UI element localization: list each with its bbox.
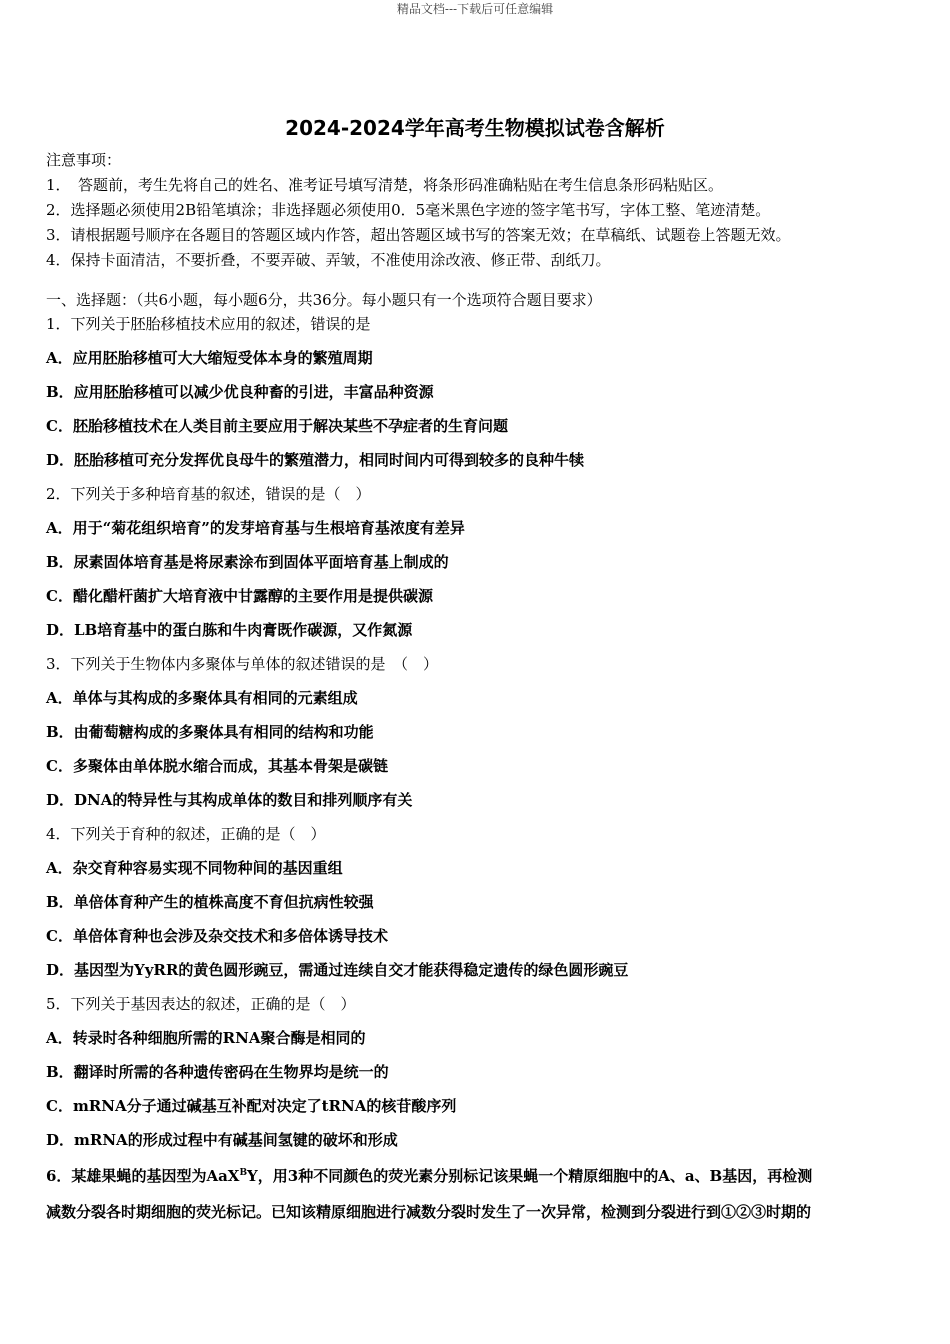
question-list (46, 314, 906, 1230)
question-option: A．杂交育种容易实现不同物种间的基因重组 (46, 859, 343, 877)
question-option: C．多聚体由单体脱水缩合而成，其基本骨架是碳链 (46, 757, 388, 775)
question-option: D．基因型为YyRR的黄色圆形豌豆，需通过连续自交才能获得稳定遗传的绿色圆形豌豆 (46, 961, 629, 979)
question-6 (46, 1158, 906, 1230)
question-option: D．胚胎移植可充分发挥优良母牛的繁殖潜力，相同时间内可得到较多的良种牛犊 (46, 451, 585, 469)
question-option: D．mRNA的形成过程中有碱基间氢键的破坏和形成 (46, 1131, 398, 1149)
question-option: D．DNA的特异性与其构成单体的数目和排列顺序有关 (46, 791, 413, 809)
question-6-line-2: 减数分裂各时期细胞的荧光标记。已知该精原细胞进行减数分裂时发生了一次异常，检测到分裂进行到①②③时期的 (46, 1203, 812, 1221)
question-option: B．应用胚胎移植可以减少优良种畜的引进，丰富品种资源 (46, 383, 434, 401)
question-6-superscript: B (239, 1168, 248, 1178)
question-option: B．翻译时所需的各种遗传密码在生物界均是统一的 (46, 1063, 389, 1081)
question-stem: 3．下列关于生物体内多聚体与单体的叙述错误的是 （ ） (46, 655, 439, 673)
question-option: D．LB培育基中的蛋白胨和牛肉膏既作碳源，又作氮源 (46, 621, 413, 639)
question-option: A．转录时各种细胞所需的RNA聚合酶是相同的 (46, 1029, 366, 1047)
notice-block (46, 150, 906, 270)
question-option: A．应用胚胎移植可大大缩短受体本身的繁殖周期 (46, 349, 373, 367)
notice-item: 2．选择题必须使用2B铅笔填涂；非选择题必须使用0．5毫米黑色字迹的签字笔书写，字体工整、笔迹清楚。 (46, 201, 771, 219)
question-6-text-b: Y，用3种不同颜色的荧光素分别标记该果蝇一个精原细胞中的A、a、B基因，再检测 (247, 1167, 813, 1185)
question-option: C．醋化醋杆菌扩大培育液中甘露醇的主要作用是提供碳源 (46, 587, 433, 605)
question-option: B．单倍体育种产生的植株高度不育但抗病性较强 (46, 893, 374, 911)
question-6-line-1 (46, 1158, 906, 1194)
header-note: 精品文档---下载后可任意编辑 (396, 2, 554, 16)
document-body (46, 150, 906, 1230)
notice-heading: 注意事项： (46, 151, 122, 169)
question-6-text-a: 6．某雄果蝇的基因型为AaX (46, 1167, 240, 1185)
question-option: B．尿素固体培育基是将尿素涂布到固体平面培育基上制成的 (46, 553, 449, 571)
notice-item: 3．请根据题号顺序在各题目的答题区域内作答，超出答题区域书写的答案无效；在草稿纸、试题卷上答题无效。 (46, 226, 791, 244)
question-option: B．由葡萄糖构成的多聚体具有相同的结构和功能 (46, 723, 374, 741)
notice-item: 1． 答题前，考生先将自己的姓名、准考证号填写清楚，将条形码准确粘贴在考生信息条形码粘贴区。 (46, 176, 724, 194)
question-stem: 4．下列关于育种的叙述，正确的是（ ） (46, 825, 326, 843)
question-stem: 2．下列关于多种培育基的叙述，错误的是（ ） (46, 485, 371, 503)
page-title: 2024-2024学年高考生物模拟试卷含解析 (285, 116, 665, 140)
question-option: A．单体与其构成的多聚体具有相同的元素组成 (46, 689, 358, 707)
question-stem: 5．下列关于基因表达的叙述，正确的是（ ） (46, 995, 356, 1013)
section-heading: 一、选择题：（共6小题，每小题6分，共36分。每小题只有一个选项符合题目要求） (46, 291, 602, 309)
question-stem: 1．下列关于胚胎移植技术应用的叙述，错误的是 (46, 315, 371, 333)
question-option: A．用于“菊花组织培育”的发芽培育基与生根培育基浓度有差异 (46, 519, 465, 537)
question-option: C．单倍体育种也会涉及杂交技术和多倍体诱导技术 (46, 927, 388, 945)
question-option: C．胚胎移植技术在人类目前主要应用于解决某些不孕症者的生育问题 (46, 417, 508, 435)
notice-item: 4．保持卡面清洁，不要折叠，不要弄破、弄皱，不准使用涂改液、修正带、刮纸刀。 (46, 251, 611, 269)
question-option: C．mRNA分子通过碱基互补配对决定了tRNA的核苷酸序列 (46, 1097, 457, 1115)
